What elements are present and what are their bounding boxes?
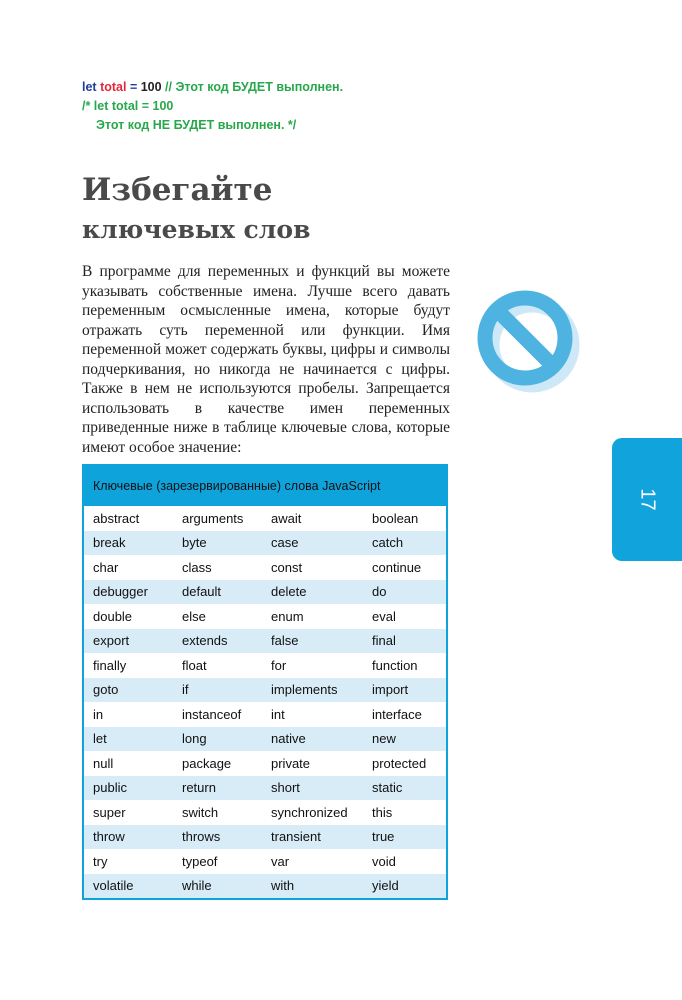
- code-example: [82, 78, 343, 135]
- table-cell: instanceof: [173, 702, 262, 727]
- table-cell: var: [262, 849, 363, 874]
- table-row: [84, 727, 446, 752]
- table-cell: arguments: [173, 506, 262, 531]
- table-cell: null: [84, 751, 173, 776]
- code-operator: =: [126, 80, 141, 94]
- table-cell: double: [84, 604, 173, 629]
- table-cell: enum: [262, 604, 363, 629]
- table-cell: this: [363, 800, 446, 825]
- table-row: [84, 653, 446, 678]
- table-cell: break: [84, 531, 173, 556]
- heading-line-2: ключевых слов: [82, 215, 311, 244]
- table-cell: char: [84, 555, 173, 580]
- section-heading: [82, 170, 310, 250]
- table-cell: debugger: [84, 580, 173, 605]
- table-cell: catch: [363, 531, 446, 556]
- table-cell: private: [262, 751, 363, 776]
- table-cell: try: [84, 849, 173, 874]
- table-cell: new: [363, 727, 446, 752]
- table-cell: import: [363, 678, 446, 703]
- table-row: [84, 531, 446, 556]
- page-number: 17: [636, 488, 659, 511]
- table-cell: boolean: [363, 506, 446, 531]
- table-cell: eval: [363, 604, 446, 629]
- code-line-1: [82, 78, 343, 97]
- table-cell: static: [363, 776, 446, 801]
- table-cell: typeof: [173, 849, 262, 874]
- table-cell: void: [363, 849, 446, 874]
- table-cell: transient: [262, 825, 363, 850]
- table-cell: class: [173, 555, 262, 580]
- table-cell: for: [262, 653, 363, 678]
- table-cell: native: [262, 727, 363, 752]
- table-cell: float: [173, 653, 262, 678]
- table-cell: super: [84, 800, 173, 825]
- table-row: [84, 874, 446, 899]
- table-cell: protected: [363, 751, 446, 776]
- table-row: [84, 702, 446, 727]
- table-cell: true: [363, 825, 446, 850]
- table-row: [84, 678, 446, 703]
- table-cell: do: [363, 580, 446, 605]
- table-row: [84, 506, 446, 531]
- body-paragraph: В программе для переменных и функций вы можете указывать собственные имена. Лучше всего давать переменным осмысленные имена, которые будут отражать суть переменной или функции. Имя переменной может содержать буквы, цифры и символы подчеркивания, но никогда не начинается с цифры. Также в нем не используются пробелы. Запрещается использовать в качестве имен переменных приведенные ниже в таблице ключевые слова, которые имеют особое значение:: [82, 263, 450, 456]
- table-cell: yield: [363, 874, 446, 899]
- keywords-table: [82, 464, 448, 900]
- table-cell: implements: [262, 678, 363, 703]
- code-comment: // Этот код БУДЕТ выполнен.: [161, 80, 344, 94]
- code-line-2: /* let total = 100: [82, 99, 174, 113]
- table-cell: case: [262, 531, 363, 556]
- code-number: 100: [140, 80, 162, 94]
- prohibition-sign-icon: [470, 285, 580, 395]
- code-keyword: let: [82, 80, 97, 94]
- table-row: [84, 849, 446, 874]
- table-body: [84, 506, 446, 898]
- table-cell: in: [84, 702, 173, 727]
- table-cell: delete: [262, 580, 363, 605]
- table-cell: with: [262, 874, 363, 899]
- table-row: [84, 604, 446, 629]
- page-number-tab: [612, 438, 682, 561]
- table-cell: return: [173, 776, 262, 801]
- table-cell: if: [173, 678, 262, 703]
- heading-line-1: Избегайте: [82, 172, 273, 208]
- table-cell: while: [173, 874, 262, 899]
- table-cell: else: [173, 604, 262, 629]
- table-row: [84, 825, 446, 850]
- table-cell: const: [262, 555, 363, 580]
- table-row: [84, 555, 446, 580]
- table-row: [84, 800, 446, 825]
- table-cell: volatile: [84, 874, 173, 899]
- table-cell: continue: [363, 555, 446, 580]
- table-row: [84, 629, 446, 654]
- table-row: [84, 580, 446, 605]
- table-cell: function: [363, 653, 446, 678]
- table-cell: package: [173, 751, 262, 776]
- table-row: [84, 751, 446, 776]
- table-cell: throw: [84, 825, 173, 850]
- table-cell: byte: [173, 531, 262, 556]
- table-cell: default: [173, 580, 262, 605]
- table-cell: goto: [84, 678, 173, 703]
- table-cell: false: [262, 629, 363, 654]
- table-title: Ключевые (зарезервированные) слова JavaScript: [84, 466, 446, 506]
- table-cell: await: [262, 506, 363, 531]
- code-variable: total: [100, 80, 127, 94]
- table-cell: int: [262, 702, 363, 727]
- table-cell: throws: [173, 825, 262, 850]
- table-cell: let: [84, 727, 173, 752]
- table-cell: long: [173, 727, 262, 752]
- table-cell: export: [84, 629, 173, 654]
- table-cell: final: [363, 629, 446, 654]
- table-row: [84, 776, 446, 801]
- table-cell: extends: [173, 629, 262, 654]
- table-cell: switch: [173, 800, 262, 825]
- table-cell: abstract: [84, 506, 173, 531]
- table-cell: public: [84, 776, 173, 801]
- table-cell: finally: [84, 653, 173, 678]
- table-cell: synchronized: [262, 800, 363, 825]
- table-cell: short: [262, 776, 363, 801]
- table-cell: interface: [363, 702, 446, 727]
- code-line-3: Этот код НЕ БУДЕТ выполнен. */: [96, 118, 297, 132]
